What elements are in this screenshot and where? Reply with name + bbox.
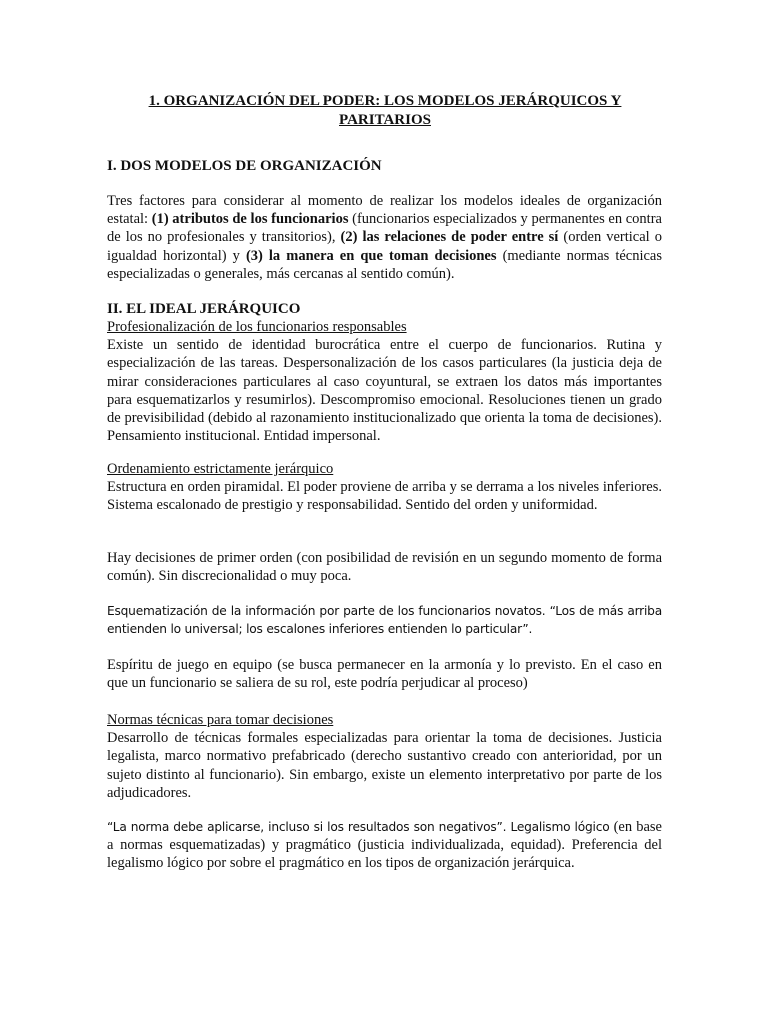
intro-text: Tres factores para considerar al momento de realizar los modelos ideales de organización estatal: — [107, 193, 662, 228]
factor-2-bold: (2) las relaciones de poder entre sí — [340, 229, 559, 246]
legalismo-rest: (en base a normas esquematizadas) y pragmático (justicia individualizada, equidad). Preferencia del legalismo lógico por sobre el pragmático en los tipos de organización jerárquica. — [107, 819, 662, 872]
subheading-profesionalizacion: Profesionalización de los funcionarios responsables — [107, 319, 407, 335]
subsection-3-block — [107, 711, 662, 802]
title-line-2: PARITARIOS — [339, 112, 431, 128]
paragraph-decisiones: Hay decisiones de primer orden (con posibilidad de revisión en un segundo momento de forma común). Sin discrecionalidad o muy poca. — [107, 550, 662, 585]
title-line-1: 1. ORGANIZACIÓN DEL PODER: LOS MODELOS JERÁRQUICOS Y — [148, 93, 622, 109]
page-title — [107, 92, 663, 130]
subsection-2-block — [107, 460, 662, 515]
section-heading-2: II. EL IDEAL JERÁRQUICO — [107, 301, 301, 317]
section-1-paragraph — [107, 192, 662, 283]
paragraph-espiritu: Espíritu de juego en equipo (se busca permanecer en la armonía y lo previsto. En el caso en que un funcionario se saliera de su rol, este podría perjudicar al proceso) — [107, 657, 662, 692]
subheading-normas: Normas técnicas para tomar decisiones — [107, 712, 334, 728]
subheading-ordenamiento: Ordenamiento estrictamente jerárquico — [107, 461, 334, 477]
factor-2-text: (orden vertical o igualdad horizontal) y — [107, 229, 662, 264]
paragraph-esquematizacion: Esquematización de la información por parte de los funcionarios novatos. “Los de más arriba entienden lo universal; los escalones inferiores entienden lo particular”. — [107, 604, 662, 637]
legalismo-quote: “La norma debe aplicarse, incluso si los resultados son negativos”. Legalismo lógico — [107, 820, 610, 834]
factor-1-bold: (1) atributos de los funcionarios — [151, 211, 349, 228]
subsection-1-block — [107, 318, 662, 445]
section-heading-1: I. DOS MODELOS DE ORGANIZACIÓN — [107, 158, 382, 174]
paragraph-ordenamiento: Estructura en orden piramidal. El poder proviene de arriba y se derrama a los niveles inferiores. Sistema escalonado de prestigio y responsabilidad. Sentido del orden y uniformidad. — [107, 479, 662, 514]
factor-3-text: (mediante normas técnicas especializadas o generales, más cercanas al sentido común). — [107, 247, 663, 282]
factor-3-bold: (3) la manera en que toman decisiones — [245, 247, 497, 264]
paragraph-profesionalizacion: Existe un sentido de identidad burocrática entre el cuerpo de funcionarios. Rutina y especialización de las tareas. Despersonalización de los casos particulares (la justicia deja de mirar consideraciones particulares al caso coyuntural, se extraen los datos más importantes para esquematizarlos y resumirlos). Descompromiso emocional. Resoluciones tienen un grado de previsibilidad (debido al razonamiento institucionalizado que orienta la toma de decisiones). Pensamiento institucional. Entidad impersonal. — [107, 337, 662, 445]
factor-1-text: (funcionarios especializados y permanentes en contra de los no profesionales y transitorios), — [107, 211, 662, 246]
paragraph-normas: Desarrollo de técnicas formales especializadas para orientar la toma de decisiones. Justicia legalista, marco normativo prefabricado (derecho sustantivo creado con anterioridad, por un sujeto distinto al funcionario). Sin embargo, existe un elemento interpretativo por parte de los adjudicadores. — [107, 730, 662, 801]
paragraph-legalismo — [107, 818, 662, 873]
